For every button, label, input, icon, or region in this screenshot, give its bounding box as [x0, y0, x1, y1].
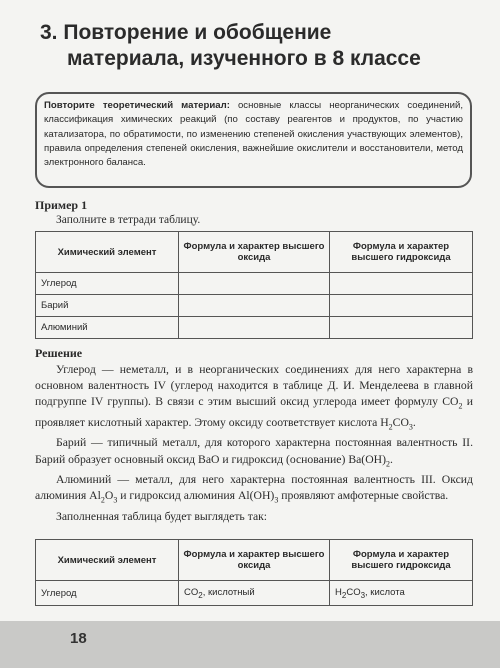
heading-line-1: 3. Повторение и обобщение: [40, 21, 332, 44]
cell-oxide: [179, 317, 330, 339]
solution-title: Решение: [35, 346, 83, 360]
example-title: Пример 1: [35, 198, 88, 212]
table-row: [36, 317, 473, 339]
paragraph-table-intro: Заполненная таблица будет выглядеть так:: [56, 509, 268, 523]
cell-hydroxide: $H_2CO_3$, кислота: [330, 581, 473, 606]
cell-element: Углерод: [36, 581, 179, 606]
paragraph-carbon: Углерод — неметалл, и в неорганических соединениях для него характерна в основном валентность IV (углерод находится в таблице Д. И. Менделеева в главной подгруппе IV группы). В связи с этим высший оксид углерода имеет формулу $CO_2$ и проявляет кислотный характер. Этому оксиду соответствует кислота $H_2CO_3$.: [35, 363, 473, 432]
cell-oxide: [179, 273, 330, 295]
example-instruction: Заполните в тетради таблицу.: [56, 214, 201, 226]
task-table: [35, 231, 473, 339]
solution-text: [35, 362, 473, 525]
section-heading: [40, 20, 421, 72]
table-header-row: [36, 540, 473, 581]
cell-hydroxide: [330, 273, 473, 295]
cell-element: Алюминий: [36, 317, 179, 339]
cell-element: Углерод: [36, 273, 179, 295]
table-row: [36, 581, 473, 606]
cell-hydroxide: [330, 317, 473, 339]
paragraph-aluminium: Алюминий — металл, для него характерна постоянная валентность III. Оксид алюминия $Al_2O_3$ и гидроксид алюминия $Al(OH)_3$ проявляют амфотерные свойства.: [35, 473, 473, 505]
theory-lead: Повторите теоретический материал:: [44, 100, 230, 111]
table-row: [36, 295, 473, 317]
page-number: 18: [70, 630, 87, 647]
header-hydroxide: Формула и характер высшего гидроксида: [330, 232, 473, 273]
header-element: Химический элемент: [36, 540, 179, 581]
header-oxide: Формула и характер высшего оксида: [179, 232, 330, 273]
cell-element: Барий: [36, 295, 179, 317]
heading-line-2: материала, изученного в 8 классе: [67, 47, 421, 70]
theory-reminder-box: [35, 92, 472, 188]
header-hydroxide: Формула и характер высшего гидроксида: [330, 540, 473, 581]
cell-oxide: [179, 295, 330, 317]
cell-hydroxide: [330, 295, 473, 317]
cell-oxide: $CO_2$, кислотный: [179, 581, 330, 606]
table-row: [36, 273, 473, 295]
paragraph-barium: Барий — типичный металл, для которого характерна постоянная валентность II. Барий образует основный оксид BaO и гидроксид (основание) $Ba(OH)_2$.: [35, 436, 473, 468]
header-element: Химический элемент: [36, 232, 179, 273]
filled-table: [35, 539, 473, 606]
header-oxide: Формула и характер высшего оксида: [179, 540, 330, 581]
table-header-row: [36, 232, 473, 273]
theory-text: основные классы неорганических соединений, классификация химических реакций (по составу реагентов и продуктов, по участию катализатора, по обратимости, по изменению степеней окисления участвующих элементов), правила определения степеней окисления, важнейшие окислители и восстановители, метод электронного баланса.: [44, 100, 463, 169]
